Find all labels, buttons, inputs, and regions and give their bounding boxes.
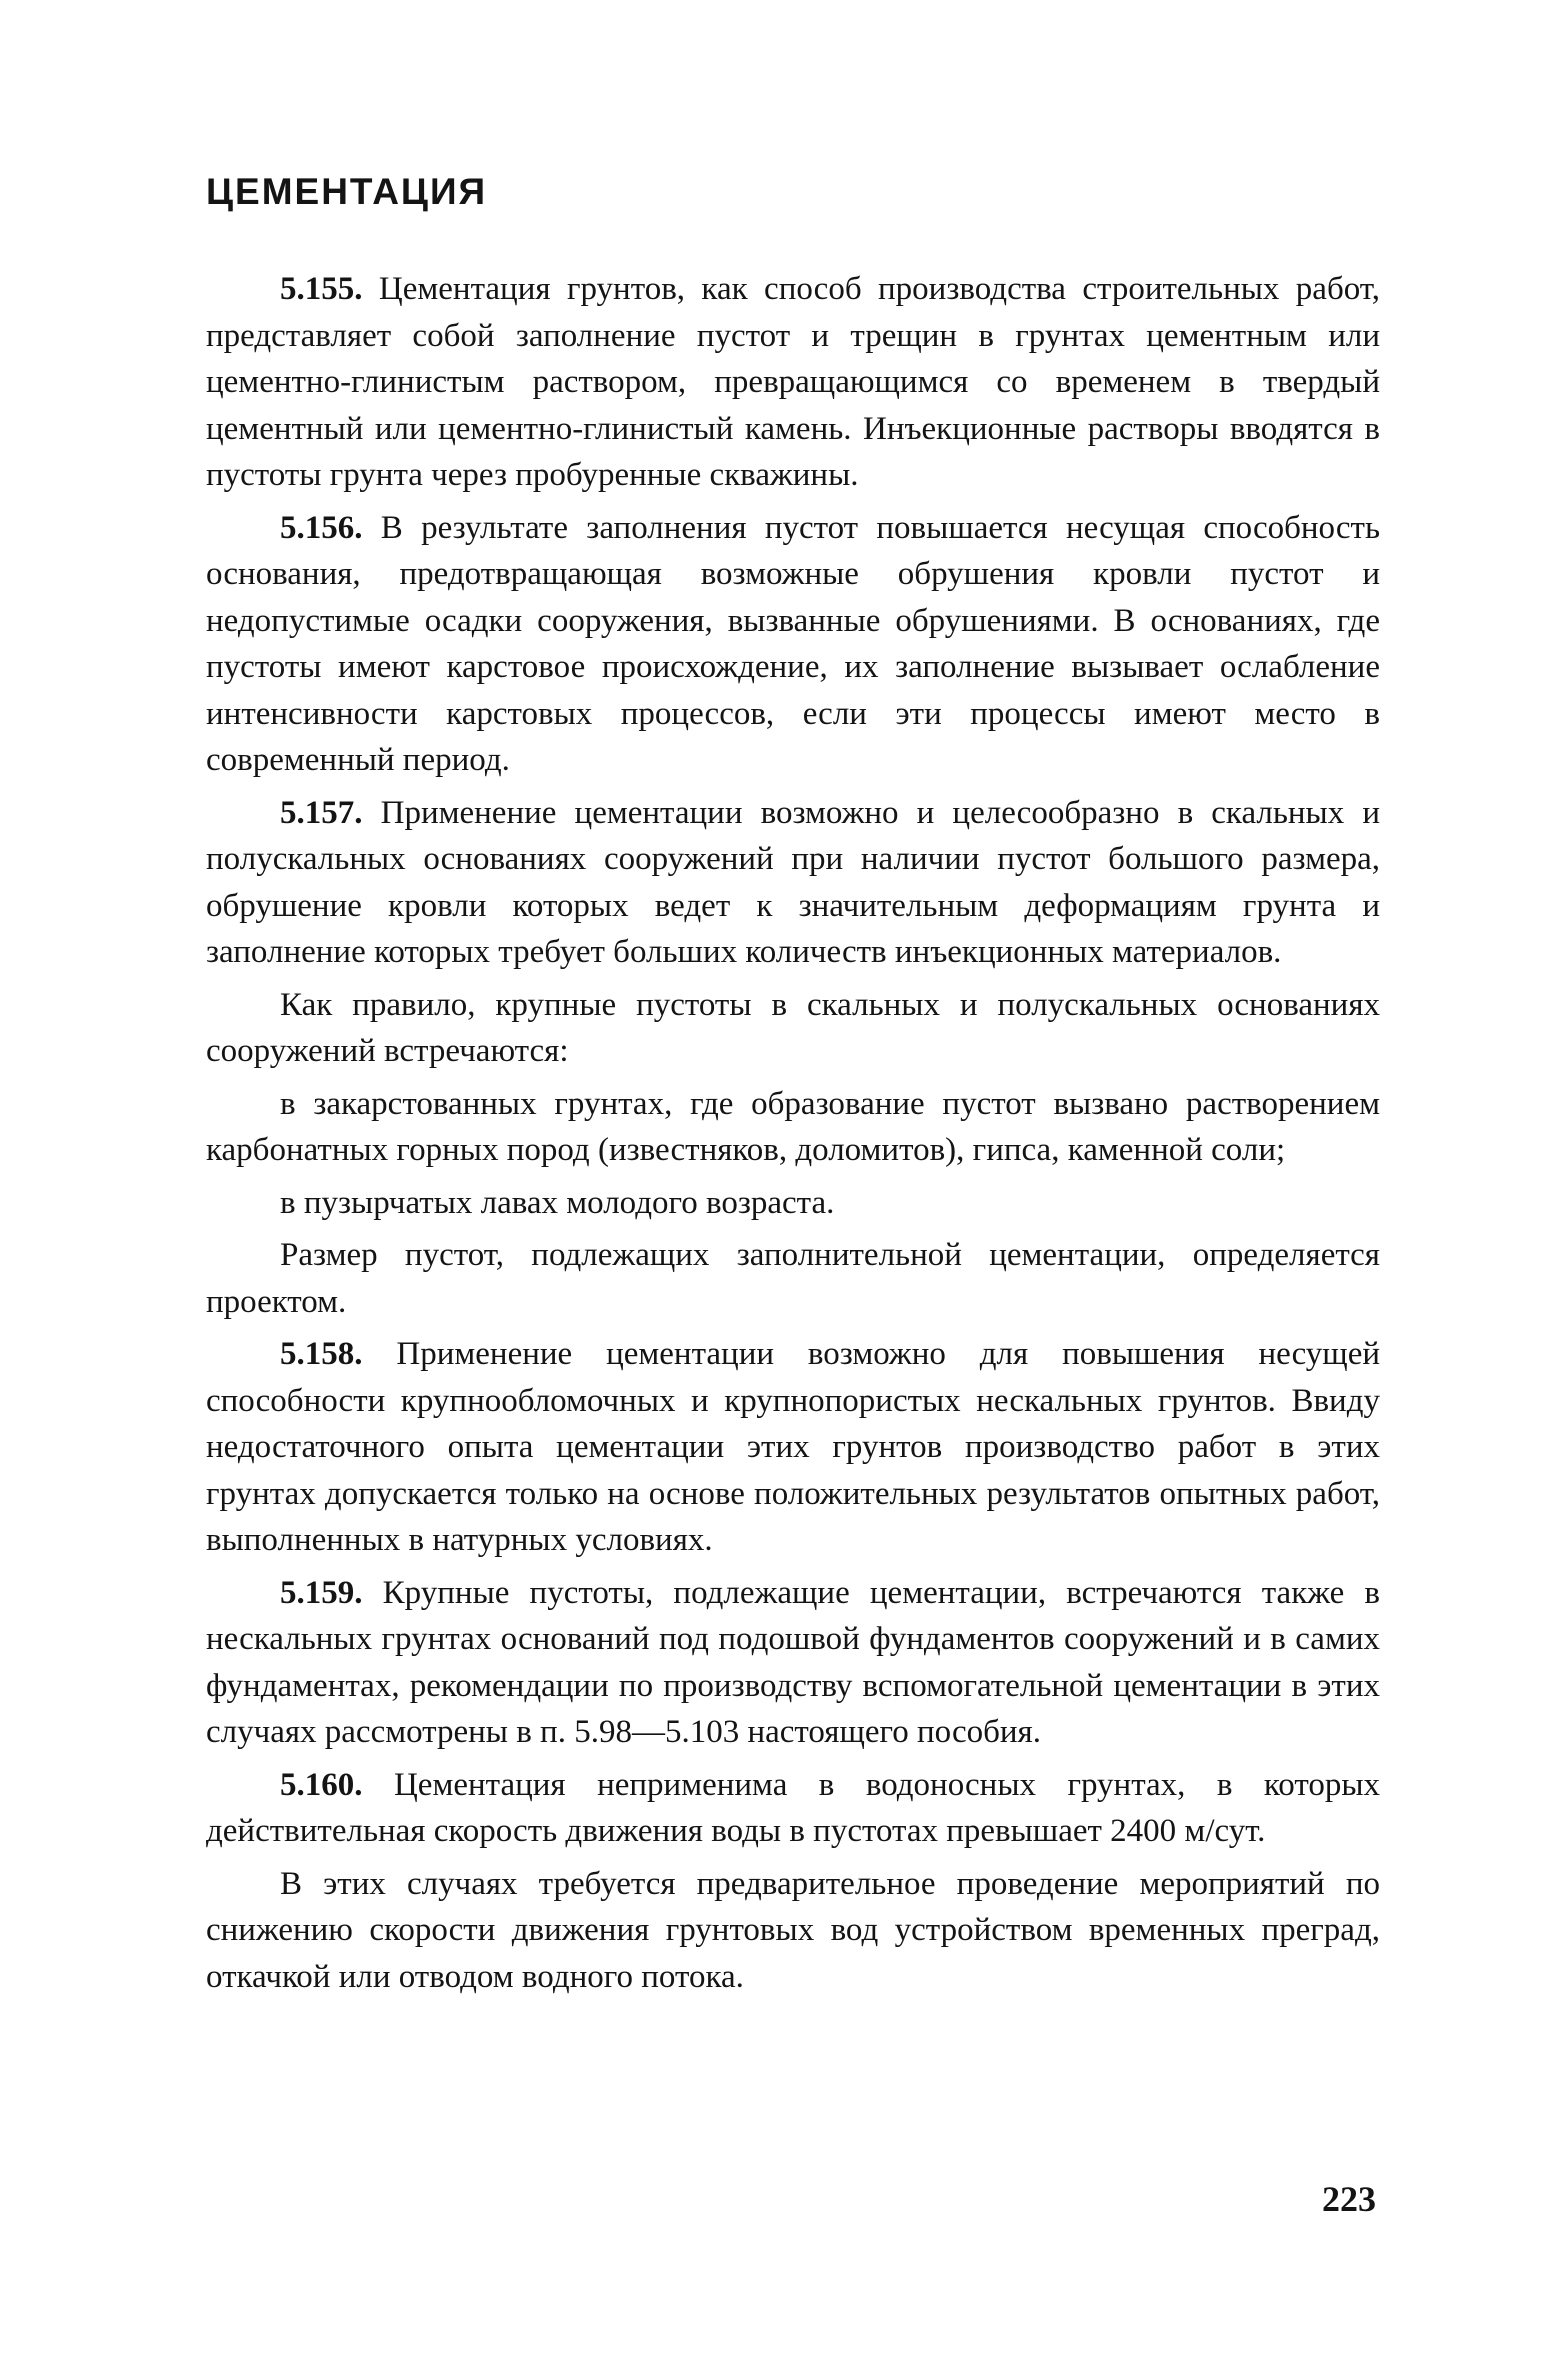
document-page [206, 170, 1380, 2290]
paragraph-5-160 [206, 1762, 1380, 1855]
paragraph-large-voids-intro [206, 982, 1380, 1075]
paragraph-5-156 [206, 505, 1380, 784]
paragraph-text: Цементация неприменима в водоносных грунтах, в которых действительная скорость движения воды в пустотах превышает 2400 м/сут. [206, 1766, 1381, 1849]
paragraph-number: 5.157. [280, 794, 363, 831]
paragraph-text: Как правило, крупные пустоты в скальных и полускальных основаниях сооружений встречаются: [206, 986, 1380, 1069]
paragraph-5-158 [206, 1331, 1380, 1564]
paragraph-text: Размер пустот, подлежащих заполнительной цементации, определяется проектом. [206, 1237, 1380, 1320]
section-title: ЦЕМЕНТАЦИЯ [206, 171, 488, 212]
paragraph-number: 5.158. [280, 1336, 363, 1372]
paragraph-5-157 [206, 790, 1380, 976]
page-number: 223 [1322, 2179, 1376, 2219]
paragraph-text: Крупные пустоты, подлежащие цементации, встречаются также в нескальных грунтах оснований под подошвой фундаментов сооружений и в самих фундаментах, рекомендации по производству вспомогательной цементации в этих случаях рассмотрены в п. 5.98—5.103 настоящего пособия. [206, 1574, 1380, 1750]
paragraph-text: В результате заполнения пустот повышается несущая способность основания, предотвращающая возможные обрушения кровли пустот и недопустимые осадки сооружения, вызванные обрушениями. В основаниях, где пустоты имеют карстовое происхождение, их заполнение вызывает ослабление интенсивности карстовых процессов, если эти процессы имеют место в современный период. [206, 509, 1381, 778]
paragraph-text: Применение цементации возможно для повышения несущей способности крупнообломочных и крупнопористых нескальных грунтов. Ввиду недостаточного опыта цементации этих грунтов производство работ в этих грунтах допускается только на основе положительных результатов опытных работ, выполненных в натурных условиях. [206, 1336, 1380, 1558]
paragraph-text: в пузырчатых лавах молодого возраста. [280, 1184, 835, 1221]
paragraph-text: в закарстованных грунтах, где образование пустот вызвано растворением карбонатных горных пород (известняков, доломитов), гипса, каменной соли; [206, 1085, 1380, 1168]
paragraph-text: Применение цементации возможно и целесообразно в скальных и полускальных основаниях сооружений при наличии пустот большого размера, обрушение кровли которых ведет к значительным деформациям грунта и заполнение которых требует больших количеств инъекционных материалов. [206, 794, 1381, 970]
paragraph-number: 5.159. [280, 1574, 363, 1611]
paragraph-number: 5.156. [280, 509, 363, 546]
paragraph-groundwater-measures [206, 1861, 1380, 2001]
paragraph-text: В этих случаях требуется предварительное проведение мероприятий по снижению скорости движения грунтовых вод устройством временных преград, откачкой или отводом водного потока. [206, 1865, 1380, 1995]
paragraph-karst-soils [206, 1081, 1380, 1174]
paragraph-number: 5.155. [280, 271, 363, 307]
paragraph-number: 5.160. [280, 1766, 363, 1803]
paragraph-text: Цементация грунтов, как способ производства строительных работ, представляет собой заполнение пустот и трещин в грунтах цементным или цементно-глинистым раствором, превращающимся со временем в твердый цементный или цементно-глинистый камень. Инъекционные растворы вводятся в пустоты грунта через пробуренные скважины. [206, 271, 1380, 493]
paragraph-5-155 [206, 266, 1380, 499]
paragraph-bubbly-lavas [206, 1180, 1380, 1227]
paragraph-5-159 [206, 1570, 1380, 1756]
paragraph-void-size [206, 1232, 1380, 1325]
